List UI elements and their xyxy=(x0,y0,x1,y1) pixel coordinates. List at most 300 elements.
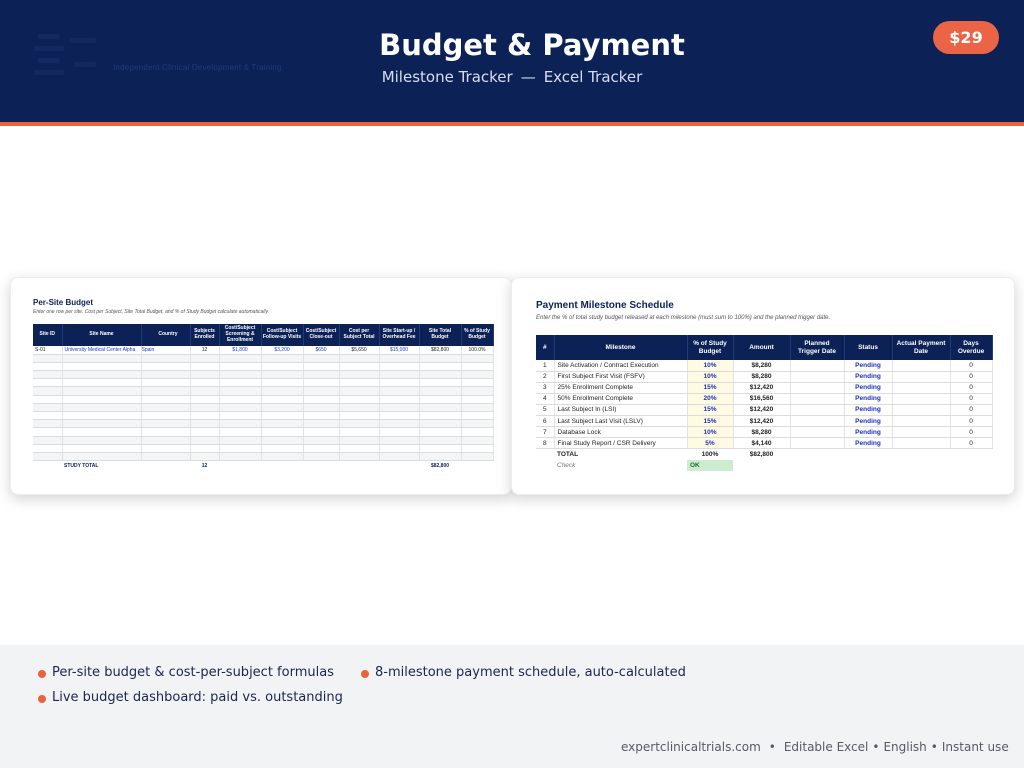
empty-cell[interactable] xyxy=(62,371,141,379)
empty-cell[interactable] xyxy=(339,428,379,436)
milestone-status[interactable]: Pending xyxy=(844,393,892,404)
empty-cell xyxy=(892,449,950,460)
milestone-status[interactable]: Pending xyxy=(844,404,892,415)
empty-cell[interactable] xyxy=(419,371,461,379)
empty-cell[interactable] xyxy=(62,362,141,370)
table-row xyxy=(33,412,493,420)
empty-cell[interactable] xyxy=(190,436,219,444)
per-site-header-row xyxy=(33,324,493,346)
feature-label: 8-milestone payment schedule, auto-calculated xyxy=(375,665,686,680)
empty-cell[interactable] xyxy=(190,420,219,428)
empty-cell[interactable] xyxy=(62,412,141,420)
study-total-budget: $82,800 xyxy=(419,461,461,471)
empty-cell[interactable] xyxy=(419,428,461,436)
footer-item: Editable Excel xyxy=(783,740,869,754)
empty-cell[interactable] xyxy=(303,395,339,403)
col-header: Cost/Subject Close-out xyxy=(303,324,339,346)
milestone-status[interactable]: Pending xyxy=(844,438,892,449)
empty-cell xyxy=(844,449,892,460)
empty-cell[interactable] xyxy=(339,371,379,379)
empty-cell[interactable] xyxy=(190,428,219,436)
page-title: Budget & Payment xyxy=(379,28,685,62)
empty-cell[interactable] xyxy=(141,395,190,403)
empty-cell[interactable] xyxy=(303,371,339,379)
milestone-number: 4 xyxy=(536,393,554,404)
empty-cell[interactable] xyxy=(33,420,62,428)
empty-cell[interactable] xyxy=(33,412,62,420)
empty-cell[interactable] xyxy=(461,420,493,428)
empty-cell[interactable] xyxy=(33,362,62,370)
empty-cell[interactable] xyxy=(141,387,190,395)
empty-cell[interactable] xyxy=(62,436,141,444)
empty-cell[interactable] xyxy=(141,403,190,411)
empty-cell[interactable] xyxy=(379,362,419,370)
planned-trigger-date[interactable] xyxy=(790,393,844,404)
col-header: Site Name xyxy=(62,324,141,346)
empty-cell[interactable] xyxy=(261,444,303,452)
empty-cell[interactable] xyxy=(62,444,141,452)
empty-cell[interactable] xyxy=(261,452,303,460)
empty-cell[interactable] xyxy=(461,379,493,387)
planned-trigger-date[interactable] xyxy=(790,404,844,415)
table-row xyxy=(33,403,493,411)
col-header: Cost/Subject Screening & Enrollment xyxy=(219,324,261,346)
empty-cell[interactable] xyxy=(303,379,339,387)
empty-cell[interactable] xyxy=(141,452,190,460)
empty-cell[interactable] xyxy=(261,354,303,362)
milestone-pct[interactable]: 10% xyxy=(687,360,733,371)
empty-cell[interactable] xyxy=(33,371,62,379)
empty-cell xyxy=(790,449,844,460)
empty-cell[interactable] xyxy=(190,444,219,452)
milestone-pct[interactable]: 5% xyxy=(687,438,733,449)
empty-cell[interactable] xyxy=(261,387,303,395)
days-overdue: 0 xyxy=(950,393,992,404)
milestone-number: 1 xyxy=(536,360,554,371)
empty-cell[interactable] xyxy=(419,420,461,428)
empty-cell[interactable] xyxy=(339,362,379,370)
milestone-pct[interactable]: 10% xyxy=(687,427,733,438)
table-row xyxy=(33,452,493,460)
planned-trigger-date[interactable] xyxy=(790,371,844,382)
milestone-name[interactable]: Final Study Report / CSR Delivery xyxy=(554,438,687,449)
empty-cell[interactable] xyxy=(379,354,419,362)
table-row xyxy=(536,360,992,371)
empty-cell[interactable] xyxy=(461,412,493,420)
col-header: % of Study Budget xyxy=(461,324,493,346)
startup-fee-cell[interactable]: $15,000 xyxy=(379,346,419,354)
table-row xyxy=(33,428,493,436)
empty-cell[interactable] xyxy=(219,412,261,420)
study-total-label: STUDY TOTAL xyxy=(62,461,141,471)
milestone-amount: $16,560 xyxy=(733,393,790,404)
empty-cell[interactable] xyxy=(219,379,261,387)
empty-cell[interactable] xyxy=(62,452,141,460)
table-row xyxy=(536,393,992,404)
milestone-number: 6 xyxy=(536,415,554,426)
col-header: % of Study Budget xyxy=(687,335,733,360)
empty-cell[interactable] xyxy=(461,395,493,403)
milestone-status[interactable]: Pending xyxy=(844,360,892,371)
empty-cell[interactable] xyxy=(219,395,261,403)
footer-item: Instant use xyxy=(941,740,1009,754)
empty-cell xyxy=(379,461,419,471)
milestone-schedule-note: Enter the % of total study budget released at each milestone (must sum to 100%) and the planned trigger date. xyxy=(536,315,831,321)
empty-cell[interactable] xyxy=(461,362,493,370)
actual-payment-date[interactable] xyxy=(892,404,950,415)
empty-cell[interactable] xyxy=(33,403,62,411)
milestone-pct[interactable]: 20% xyxy=(687,393,733,404)
empty-cell[interactable] xyxy=(379,444,419,452)
days-overdue: 0 xyxy=(950,415,992,426)
empty-cell[interactable] xyxy=(33,444,62,452)
empty-cell[interactable] xyxy=(303,436,339,444)
empty-cell[interactable] xyxy=(261,362,303,370)
empty-cell[interactable] xyxy=(419,412,461,420)
milestone-table xyxy=(536,335,993,471)
milestone-name[interactable]: First Subject First Visit (FSFV) xyxy=(554,371,687,382)
empty-cell[interactable] xyxy=(190,354,219,362)
table-row xyxy=(536,404,992,415)
per-site-budget-note: Enter one row per site. Cost per Subject, Site Total Budget, and % of Study Budget calculate automatically. xyxy=(33,309,269,315)
milestone-amount: $8,280 xyxy=(733,360,790,371)
empty-cell xyxy=(219,461,261,471)
empty-cell[interactable] xyxy=(141,354,190,362)
feature-item xyxy=(375,665,686,680)
table-row xyxy=(536,382,992,393)
milestone-total-amount: $82,800 xyxy=(749,451,774,458)
empty-cell[interactable] xyxy=(379,452,419,460)
empty-cell[interactable] xyxy=(461,371,493,379)
planned-trigger-date[interactable] xyxy=(790,415,844,426)
table-row xyxy=(536,427,992,438)
empty-cell[interactable] xyxy=(261,420,303,428)
milestone-total-row xyxy=(536,449,992,460)
site-id-cell[interactable]: S-01 xyxy=(33,346,62,354)
empty-cell[interactable] xyxy=(190,371,219,379)
empty-cell[interactable] xyxy=(419,362,461,370)
footer-separator: • xyxy=(872,740,880,754)
per-site-budget-table xyxy=(33,324,494,471)
empty-cell[interactable] xyxy=(303,420,339,428)
milestone-header-row xyxy=(536,335,992,360)
empty-cell[interactable] xyxy=(419,395,461,403)
planned-trigger-date[interactable] xyxy=(790,427,844,438)
empty-cell[interactable] xyxy=(379,403,419,411)
empty-cell[interactable] xyxy=(379,412,419,420)
table-row xyxy=(33,371,493,379)
footer-site-line xyxy=(621,740,1009,754)
milestone-name[interactable]: Last Subject In (LSI) xyxy=(554,404,687,415)
table-row xyxy=(33,444,493,452)
empty-cell[interactable] xyxy=(461,354,493,362)
page-subtitle xyxy=(0,68,1024,86)
empty-cell[interactable] xyxy=(219,428,261,436)
bullet-dot-icon xyxy=(38,695,46,703)
empty-cell[interactable] xyxy=(219,403,261,411)
table-row xyxy=(33,362,493,370)
actual-payment-date[interactable] xyxy=(892,360,950,371)
empty-cell[interactable] xyxy=(190,362,219,370)
milestone-total-label: TOTAL xyxy=(557,451,579,458)
actual-payment-date[interactable] xyxy=(892,415,950,426)
empty-cell[interactable] xyxy=(62,379,141,387)
actual-payment-date[interactable] xyxy=(892,371,950,382)
milestone-name[interactable]: Database Lock xyxy=(554,427,687,438)
milestone-number: 8 xyxy=(536,438,554,449)
empty-cell[interactable] xyxy=(303,412,339,420)
empty-cell[interactable] xyxy=(219,436,261,444)
empty-cell[interactable] xyxy=(190,403,219,411)
milestone-status[interactable]: Pending xyxy=(844,427,892,438)
milestone-amount: $12,420 xyxy=(733,415,790,426)
actual-payment-date[interactable] xyxy=(892,382,950,393)
closeout-cost-cell[interactable]: $650 xyxy=(303,346,339,354)
actual-payment-date[interactable] xyxy=(892,393,950,404)
empty-cell[interactable] xyxy=(261,379,303,387)
empty-cell[interactable] xyxy=(33,387,62,395)
feature-label: Per-site budget & cost-per-subject formulas xyxy=(52,665,334,680)
empty-cell[interactable] xyxy=(339,379,379,387)
milestone-amount: $12,420 xyxy=(733,404,790,415)
milestone-pct[interactable]: 15% xyxy=(687,382,733,393)
days-overdue: 0 xyxy=(950,404,992,415)
per-site-budget-title: Per-Site Budget xyxy=(33,298,94,307)
table-row xyxy=(33,420,493,428)
empty-cell[interactable] xyxy=(379,420,419,428)
empty-cell xyxy=(536,460,554,471)
empty-cell[interactable] xyxy=(379,379,419,387)
milestone-number: 7 xyxy=(536,427,554,438)
empty-cell[interactable] xyxy=(33,354,62,362)
empty-cell[interactable] xyxy=(190,395,219,403)
payment-milestone-card xyxy=(511,277,1015,495)
empty-cell[interactable] xyxy=(261,395,303,403)
feature-item xyxy=(52,665,334,680)
milestone-number: 2 xyxy=(536,371,554,382)
empty-cell[interactable] xyxy=(141,436,190,444)
empty-cell[interactable] xyxy=(141,444,190,452)
header-accent-rule xyxy=(0,122,1024,126)
pct-of-study-cell[interactable]: 100.0% xyxy=(461,346,493,354)
empty-cell[interactable] xyxy=(261,428,303,436)
empty-cell[interactable] xyxy=(33,452,62,460)
empty-cell[interactable] xyxy=(141,379,190,387)
empty-cell[interactable] xyxy=(339,403,379,411)
empty-cell[interactable] xyxy=(339,452,379,460)
milestone-pct[interactable]: 10% xyxy=(687,371,733,382)
logo-tagline: Independent Clinical Development & Training xyxy=(113,63,282,72)
actual-payment-date[interactable] xyxy=(892,427,950,438)
empty-cell xyxy=(950,449,992,460)
empty-cell[interactable] xyxy=(379,371,419,379)
milestone-pct[interactable]: 15% xyxy=(687,415,733,426)
empty-cell[interactable] xyxy=(33,395,62,403)
empty-cell[interactable] xyxy=(62,420,141,428)
milestone-amount: $12,420 xyxy=(733,382,790,393)
empty-cell[interactable] xyxy=(219,362,261,370)
col-header: Cost per Subject Total xyxy=(339,324,379,346)
empty-cell[interactable] xyxy=(303,362,339,370)
footer-separator: • xyxy=(768,740,776,754)
subtitle-left: Milestone Tracker xyxy=(381,68,513,86)
empty-cell[interactable] xyxy=(141,420,190,428)
table-row xyxy=(536,371,992,382)
empty-cell[interactable] xyxy=(261,371,303,379)
empty-cell[interactable] xyxy=(461,436,493,444)
milestone-amount: $8,280 xyxy=(733,371,790,382)
empty-cell xyxy=(303,461,339,471)
cost-per-subject-total-cell[interactable]: $5,650 xyxy=(339,346,379,354)
milestone-check-row xyxy=(536,460,992,471)
empty-cell[interactable] xyxy=(303,428,339,436)
days-overdue: 0 xyxy=(950,427,992,438)
empty-cell[interactable] xyxy=(33,436,62,444)
empty-cell[interactable] xyxy=(419,403,461,411)
bullet-dot-icon xyxy=(38,670,46,678)
site-url[interactable]: expertclinicaltrials.com xyxy=(621,740,761,754)
empty-cell[interactable] xyxy=(62,403,141,411)
empty-cell[interactable] xyxy=(141,428,190,436)
empty-cell[interactable] xyxy=(303,387,339,395)
empty-cell[interactable] xyxy=(219,444,261,452)
screening-cost-cell[interactable]: $1,800 xyxy=(219,346,261,354)
feature-label: Live budget dashboard: paid vs. outstanding xyxy=(52,690,343,705)
empty-cell[interactable] xyxy=(219,452,261,460)
empty-cell[interactable] xyxy=(419,387,461,395)
empty-cell[interactable] xyxy=(190,452,219,460)
empty-cell[interactable] xyxy=(141,362,190,370)
empty-cell[interactable] xyxy=(219,387,261,395)
empty-cell[interactable] xyxy=(303,452,339,460)
subjects-cell[interactable]: 12 xyxy=(190,346,219,354)
empty-cell[interactable] xyxy=(303,444,339,452)
check-status-badge: OK xyxy=(687,460,733,471)
milestone-name[interactable]: Site Activation / Contract Execution xyxy=(554,360,687,371)
col-header: Cost/Subject Follow-up Visits xyxy=(261,324,303,346)
days-overdue: 0 xyxy=(950,438,992,449)
empty-cell[interactable] xyxy=(379,387,419,395)
empty-cell[interactable] xyxy=(339,354,379,362)
empty-cell[interactable] xyxy=(379,395,419,403)
actual-payment-date[interactable] xyxy=(892,438,950,449)
study-total-row xyxy=(33,461,493,471)
milestone-number: 3 xyxy=(536,382,554,393)
empty-cell[interactable] xyxy=(190,412,219,420)
days-overdue: 0 xyxy=(950,360,992,371)
empty-cell[interactable] xyxy=(339,395,379,403)
days-overdue: 0 xyxy=(950,371,992,382)
empty-cell[interactable] xyxy=(419,436,461,444)
empty-cell xyxy=(950,460,992,471)
empty-cell[interactable] xyxy=(339,436,379,444)
empty-cell[interactable] xyxy=(339,444,379,452)
followup-cost-cell[interactable]: $3,200 xyxy=(261,346,303,354)
empty-cell[interactable] xyxy=(419,354,461,362)
empty-cell[interactable] xyxy=(379,436,419,444)
bullet-dot-icon xyxy=(361,670,369,678)
table-row xyxy=(536,438,992,449)
col-header: Planned Trigger Date xyxy=(790,335,844,360)
empty-cell[interactable] xyxy=(33,428,62,436)
empty-cell[interactable] xyxy=(339,420,379,428)
empty-cell[interactable] xyxy=(339,412,379,420)
milestone-status[interactable]: Pending xyxy=(844,371,892,382)
milestone-amount: $4,140 xyxy=(733,438,790,449)
col-header: Site Total Budget xyxy=(419,324,461,346)
empty-cell[interactable] xyxy=(461,444,493,452)
empty-cell[interactable] xyxy=(461,387,493,395)
empty-cell[interactable] xyxy=(379,428,419,436)
footer-separator: • xyxy=(930,740,938,754)
milestone-name[interactable]: Last Subject Last Visit (LSLV) xyxy=(554,415,687,426)
empty-cell[interactable] xyxy=(461,452,493,460)
empty-cell xyxy=(790,460,844,471)
days-overdue: 0 xyxy=(950,382,992,393)
milestone-status[interactable]: Pending xyxy=(844,382,892,393)
country-cell[interactable]: Spain xyxy=(141,346,190,354)
empty-cell xyxy=(844,460,892,471)
milestone-pct[interactable]: 15% xyxy=(687,404,733,415)
empty-cell xyxy=(339,461,379,471)
table-row xyxy=(33,379,493,387)
milestone-name[interactable]: 25% Enrollment Complete xyxy=(554,382,687,393)
empty-cell[interactable] xyxy=(219,420,261,428)
empty-cell[interactable] xyxy=(141,412,190,420)
table-row xyxy=(33,387,493,395)
empty-cell[interactable] xyxy=(419,444,461,452)
empty-cell[interactable] xyxy=(261,412,303,420)
milestone-amount: $8,280 xyxy=(733,427,790,438)
empty-cell[interactable] xyxy=(190,387,219,395)
col-header: Actual Payment Date xyxy=(892,335,950,360)
milestone-status[interactable]: Pending xyxy=(844,415,892,426)
empty-cell[interactable] xyxy=(339,387,379,395)
empty-cell[interactable] xyxy=(62,428,141,436)
milestone-number: 5 xyxy=(536,404,554,415)
site-name-cell[interactable]: University Medical Center Alpha xyxy=(62,346,141,354)
empty-cell[interactable] xyxy=(461,428,493,436)
milestone-name[interactable]: 50% Enrollment Complete xyxy=(554,393,687,404)
col-header: # xyxy=(536,335,554,360)
empty-cell xyxy=(892,460,950,471)
empty-cell[interactable] xyxy=(419,379,461,387)
planned-trigger-date[interactable] xyxy=(790,382,844,393)
empty-cell[interactable] xyxy=(303,403,339,411)
col-header: Days Overdue xyxy=(950,335,992,360)
empty-cell[interactable] xyxy=(461,403,493,411)
empty-cell[interactable] xyxy=(190,379,219,387)
empty-cell[interactable] xyxy=(62,387,141,395)
empty-cell[interactable] xyxy=(419,452,461,460)
milestone-total-pct: 100% xyxy=(701,451,719,458)
empty-cell[interactable] xyxy=(219,354,261,362)
empty-cell[interactable] xyxy=(219,371,261,379)
table-row xyxy=(536,415,992,426)
empty-cell[interactable] xyxy=(33,379,62,387)
empty-cell[interactable] xyxy=(261,436,303,444)
planned-trigger-date[interactable] xyxy=(790,360,844,371)
milestone-schedule-title: Payment Milestone Schedule xyxy=(536,300,674,311)
empty-cell[interactable] xyxy=(261,403,303,411)
col-header: Country xyxy=(141,324,190,346)
site-total-budget-cell[interactable]: $82,800 xyxy=(419,346,461,354)
empty-cell[interactable] xyxy=(303,354,339,362)
empty-cell[interactable] xyxy=(141,371,190,379)
empty-cell[interactable] xyxy=(62,395,141,403)
planned-trigger-date[interactable] xyxy=(790,438,844,449)
empty-cell[interactable] xyxy=(62,354,141,362)
